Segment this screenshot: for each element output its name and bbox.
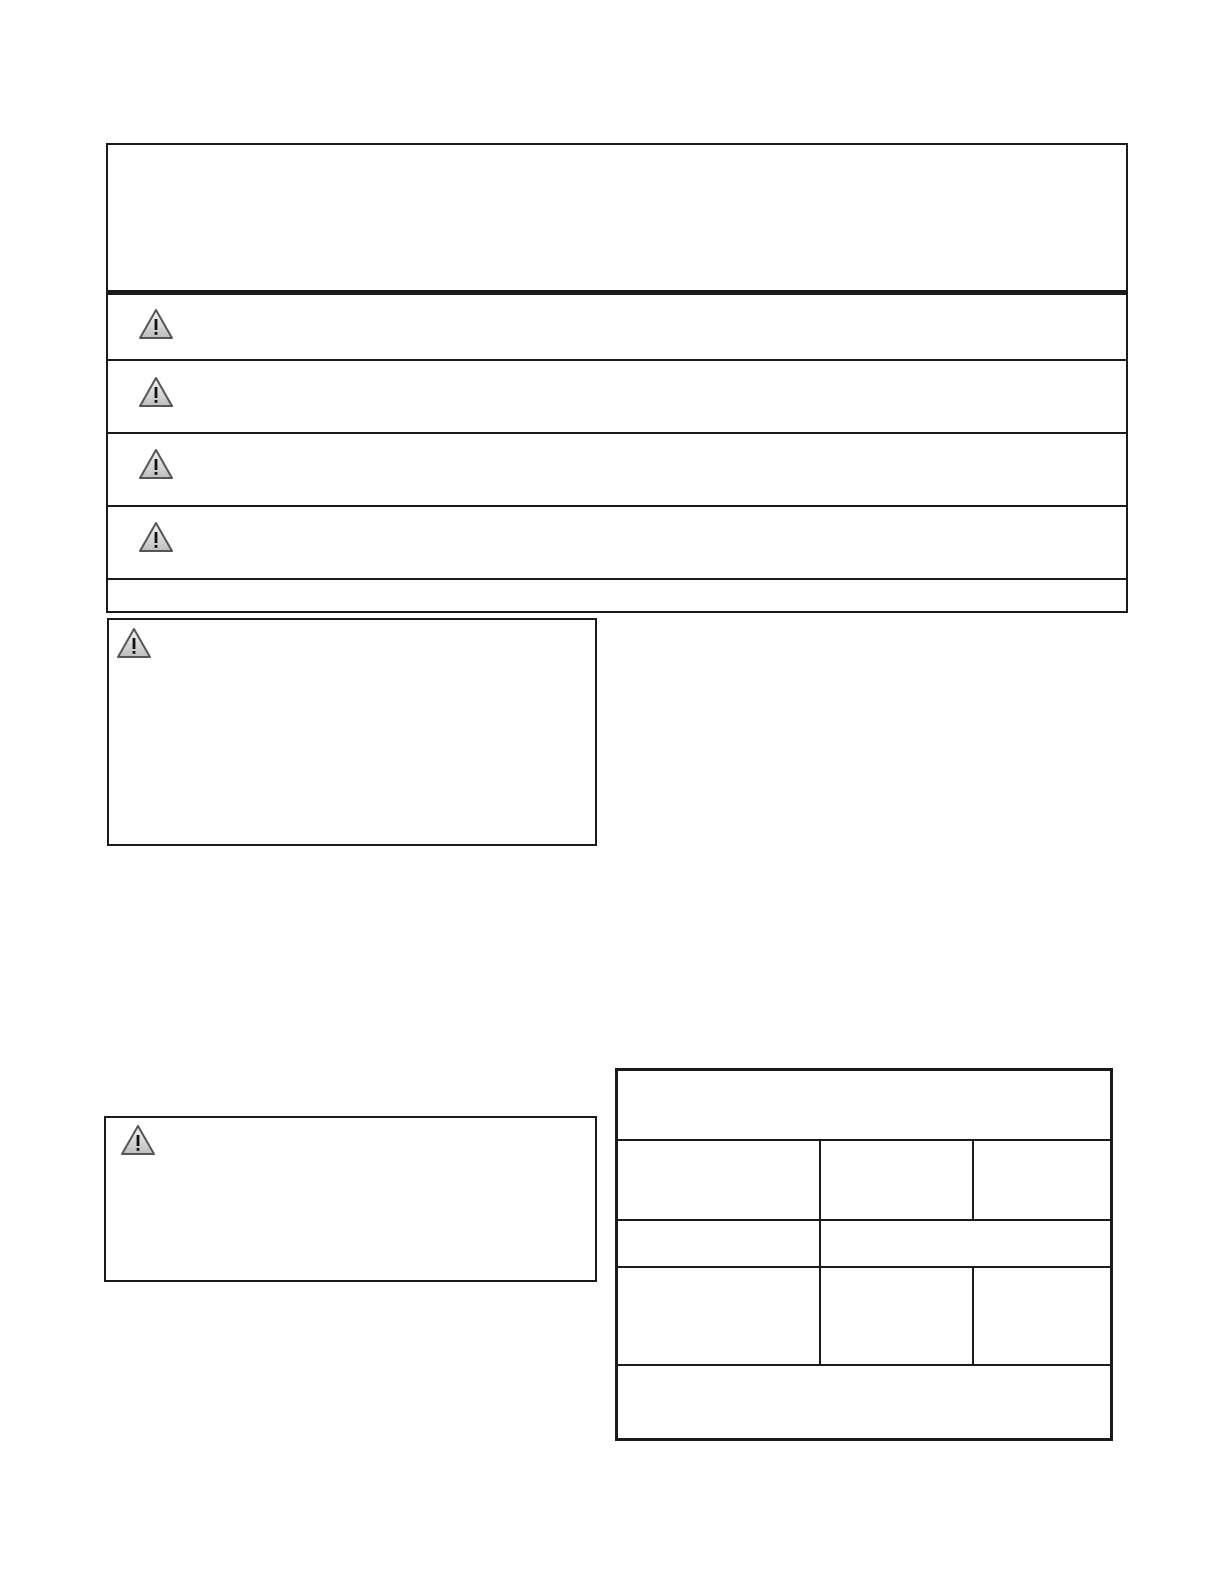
warning-triangle-icon bbox=[138, 376, 174, 408]
warning-table-footer bbox=[108, 578, 1126, 611]
warning-table bbox=[106, 143, 1128, 613]
table-cell bbox=[618, 1141, 819, 1219]
warning-triangle-icon bbox=[138, 521, 174, 553]
warning-row bbox=[108, 300, 1126, 361]
table-cell bbox=[821, 1268, 972, 1364]
warning-triangle-icon bbox=[138, 308, 174, 340]
warning-triangle-icon bbox=[116, 627, 152, 659]
data-table-footer bbox=[618, 1366, 1110, 1438]
warning-table-header bbox=[108, 145, 1126, 295]
warning-callout bbox=[104, 1116, 597, 1282]
table-cell bbox=[974, 1141, 1110, 1219]
warning-callout bbox=[107, 618, 597, 846]
warning-row bbox=[108, 507, 1126, 580]
warning-row bbox=[108, 361, 1126, 434]
warning-triangle-icon bbox=[138, 448, 174, 480]
data-table bbox=[615, 1068, 1113, 1441]
warning-row bbox=[108, 434, 1126, 507]
warning-triangle-icon bbox=[120, 1124, 156, 1156]
table-cell bbox=[618, 1268, 819, 1364]
table-cell bbox=[974, 1268, 1110, 1364]
data-table-title bbox=[618, 1071, 1110, 1139]
table-cell bbox=[821, 1141, 972, 1219]
table-cell bbox=[618, 1221, 819, 1266]
table-cell bbox=[821, 1221, 1110, 1266]
